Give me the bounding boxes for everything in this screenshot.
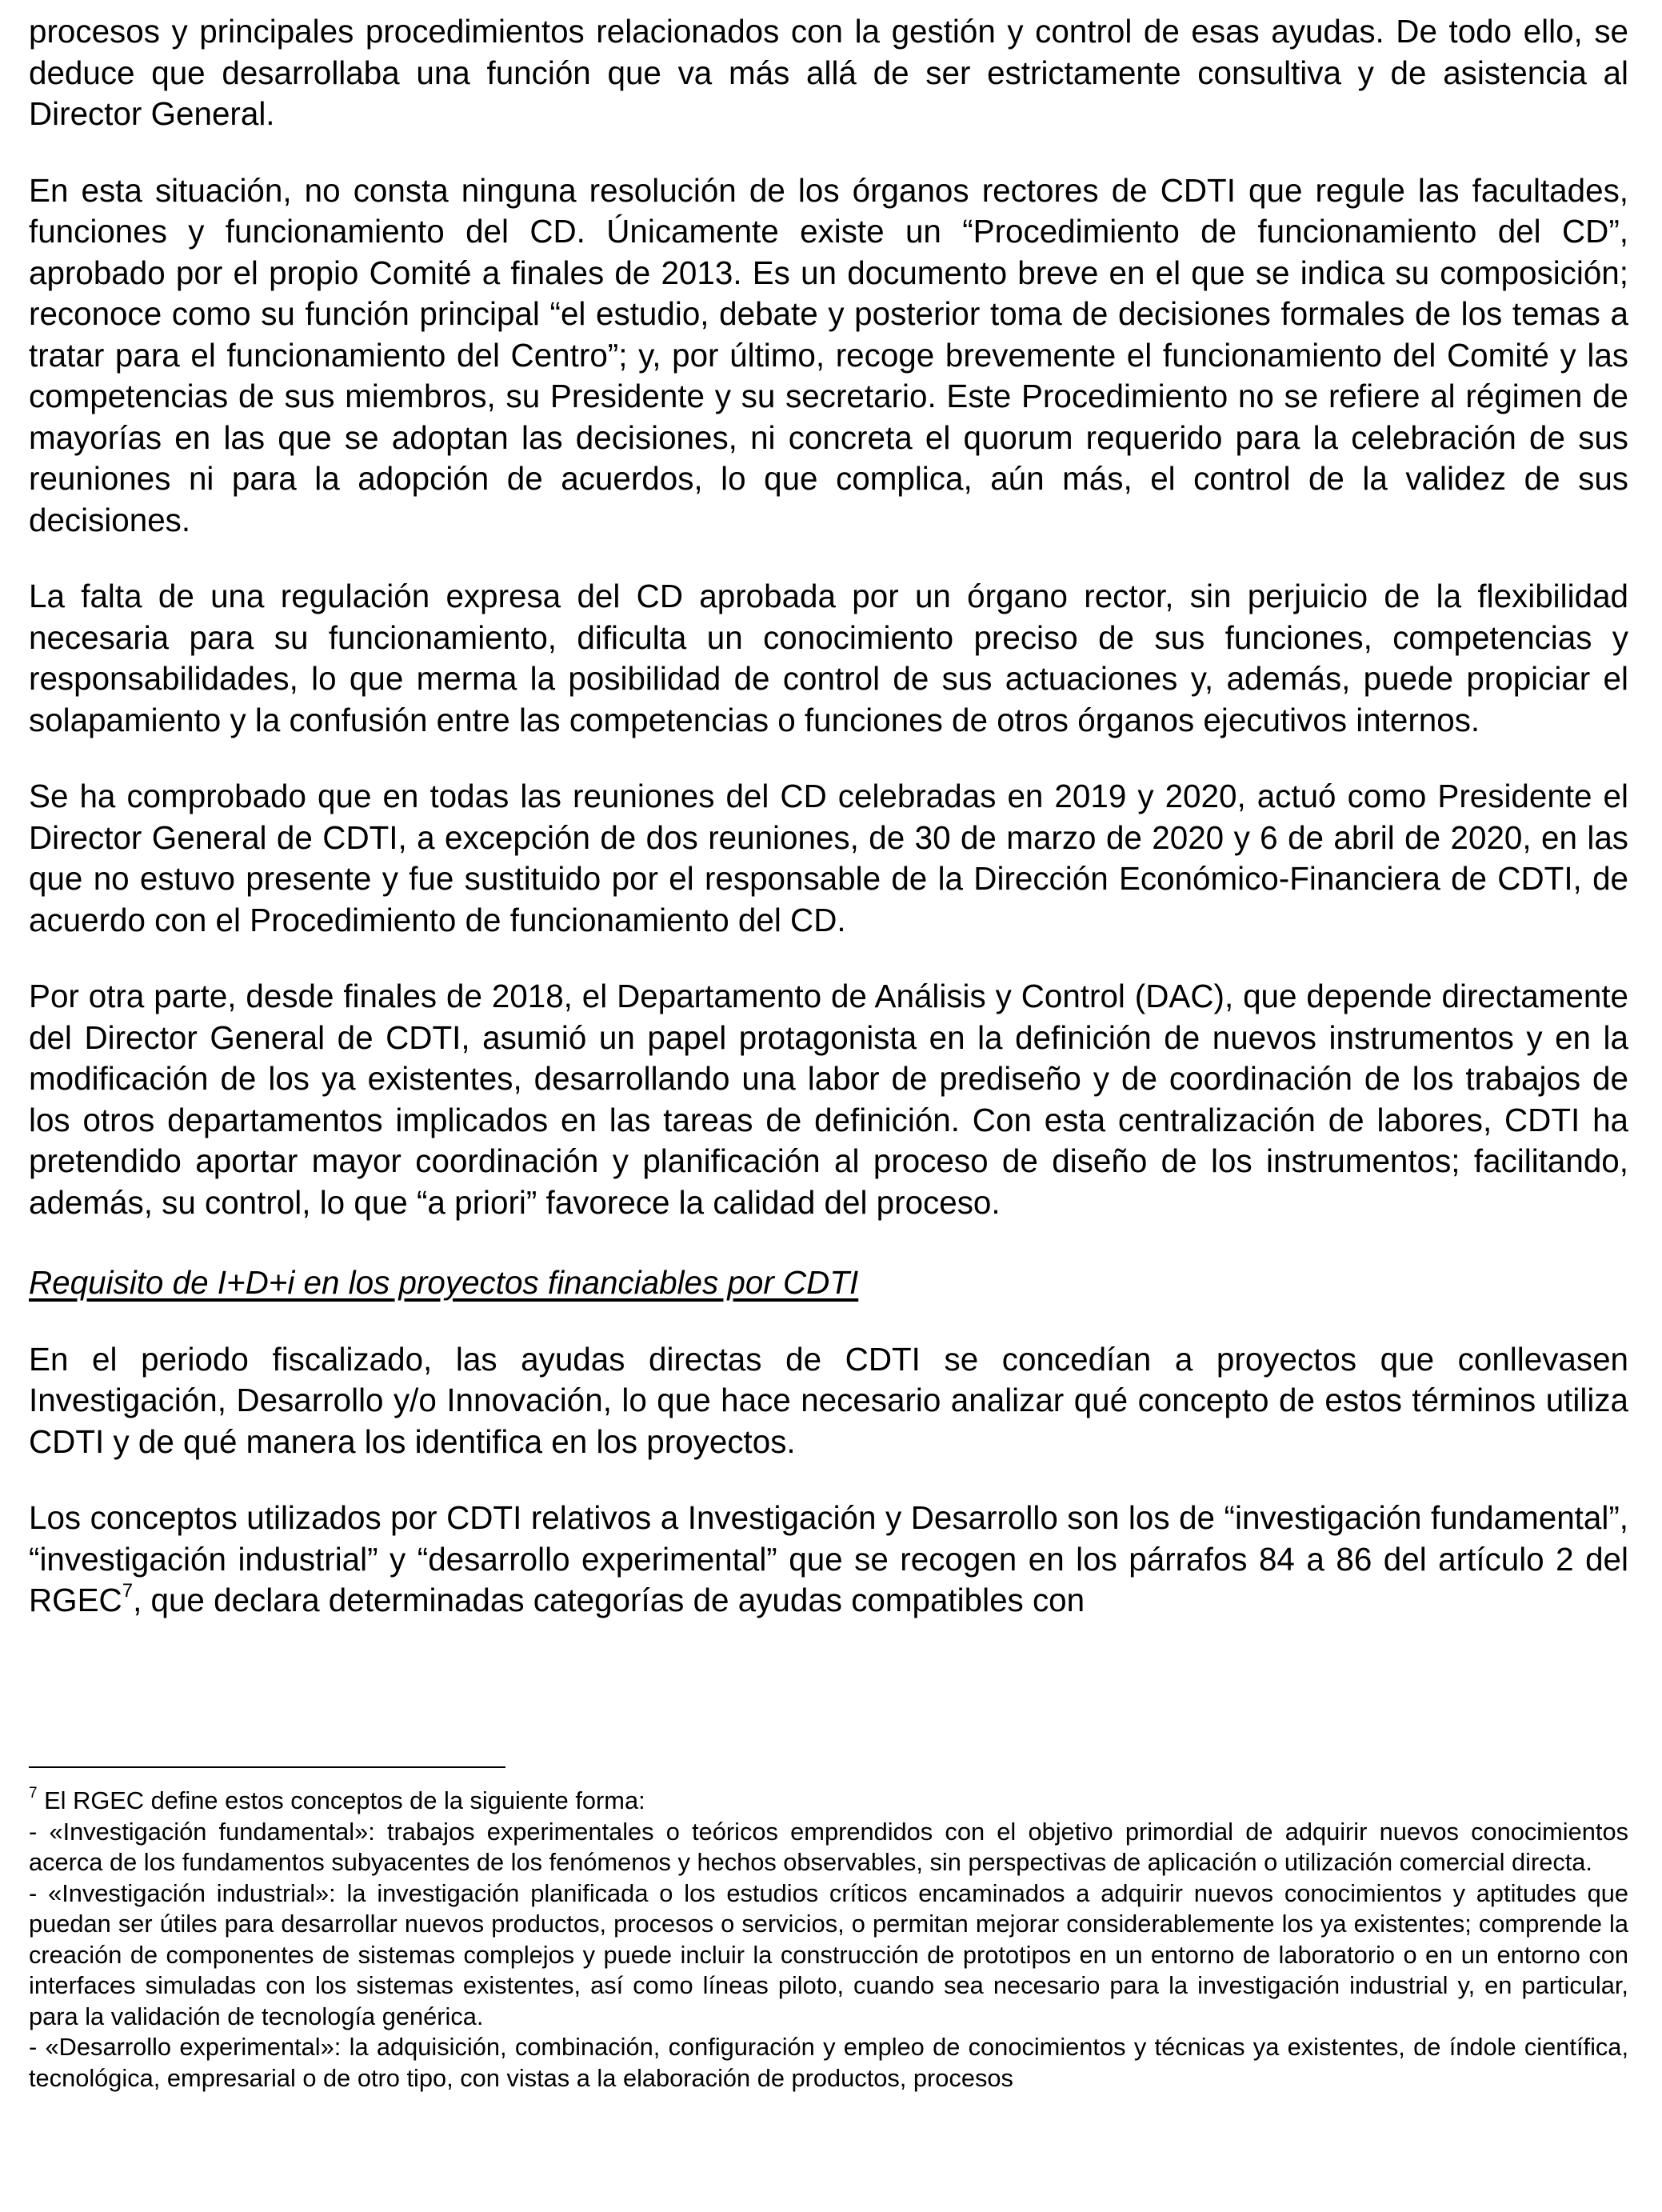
- paragraph-7: [29, 1498, 1628, 1622]
- footnote-reference[interactable]: 7: [122, 1579, 134, 1602]
- footnote-intro: [29, 1786, 1628, 1817]
- footnote-separator: [29, 1766, 505, 1768]
- footnote-item-investigacion-fundamental: - «Investigación fundamental»: trabajos experimentales o teóricos emprendidos con el objetivo primordial de adquirir nuevos conocimientos acerca de los fundamentos subyacentes de los fenómenos y hechos observables, sin perspectivas de aplicación o utilización comercial directa.: [29, 1817, 1628, 1876]
- footnotes: [29, 1786, 1628, 2094]
- footnote-number: 7: [29, 1784, 38, 1802]
- footnote-item-desarrollo-experimental: - «Desarrollo experimental»: la adquisición, combinación, configuración y empleo de conocimientos y técnicas ya existentes, de índole científica, tecnológica, empresarial o de otro tipo, con vistas a la elaboración de productos, procesos: [29, 2033, 1628, 2092]
- paragraph-6: En el periodo fiscalizado, las ayudas directas de CDTI se concedían a proyectos que conllevasen Investigación, Desarrollo y/o Innovación, lo que hace necesario analizar qué concepto de estos términos utiliza CDTI y de qué manera los identifica en los proyectos.: [29, 1340, 1628, 1460]
- paragraph-2: En esta situación, no consta ninguna resolución de los órganos rectores de CDTI que regule las facultades, funciones y funcionamiento del CD. Únicamente existe un “Procedimiento de funcionamiento del CD”, aprobado por el propio Comité a finales de 2013. Es un documento breve en el que se indica su composición; reconoce como su función principal “el estudio, debate y posterior toma de decisiones formales de los temas a tratar para el funcionamiento del Centro”; y, por último, recoge brevemente el funcionamiento del Comité y las competencias de sus miembros, su Presidente y su secretario. Este Procedimiento no se refiere al régimen de mayorías en las que se adoptan las decisiones, ni concreta el quorum requerido para la celebración de sus reuniones ni para la adopción de acuerdos, lo que complica, aún más, el control de la validez de sus decisiones.: [29, 171, 1628, 538]
- paragraph-7-text-after: , que declara determinadas categorías de ayudas compatibles con: [133, 1582, 1085, 1618]
- footnote-item-investigacion-industrial: - «Investigación industrial»: la investigación planificada o los estudios críticos encaminados a adquirir nuevos conocimientos y aptitudes que puedan ser útiles para desarrollar nuevos productos, procesos o servicios, o permitan mejorar considerablemente los ya existentes; comprende la creación de componentes de sistemas complejos y puede incluir la construcción de prototipos en un entorno de laboratorio o en un entorno con interfaces simuladas con los sistemas existentes, así como líneas piloto, cuando sea necesario para la investigación industrial y, en particular, para la validación de tecnología genérica.: [29, 1878, 1628, 2030]
- paragraph-4: Se ha comprobado que en todas las reuniones del CD celebradas en 2019 y 2020, actuó como Presidente el Director General de CDTI, a excepción de dos reuniones, de 30 de marzo de 2020 y 6 de abril de 2020, en las que no estuvo presente y fue sustituido por el responsable de la Dirección Económico-Financiera de CDTI, de acuerdo con el Procedimiento de funcionamiento del CD.: [29, 778, 1628, 938]
- paragraph-5: Por otra parte, desde finales de 2018, el Departamento de Análisis y Control (DAC), que depende directamente del Director General de CDTI, asumió un papel protagonista en la definición de nuevos instrumentos y en la modificación de los ya existentes, desarrollando una labor de prediseño y de coordinación de los trabajos de los otros departamentos implicados en las tareas de definición. Con esta centralización de labores, CDTI ha pretendido aportar mayor coordinación y planificación al proceso de diseño de los instrumentos; facilitando, además, su control, lo que “a priori” favorece la calidad del proceso.: [29, 978, 1628, 1221]
- document-body: [29, 11, 1628, 1622]
- paragraph-1: procesos y principales procedimientos relacionados con la gestión y control de esas ayudas. De todo ello, se deduce que desarrollaba una función que va más allá de ser estrictamente consultiva y de asistencia al Director General.: [29, 13, 1628, 132]
- footnote-intro-text: El RGEC define estos conceptos de la siguiente forma:: [37, 1786, 645, 1814]
- paragraph-3: La falta de una regulación expresa del CD aprobada por un órgano rector, sin perjuicio de la flexibilidad necesaria para su funcionamiento, dificulta un conocimiento preciso de sus funciones, competencias y responsabilidades, lo que merma la posibilidad de control de sus actuaciones y, además, puede propiciar el solapamiento y la confusión entre las competencias o funciones de otros órganos ejecutivos internos.: [29, 578, 1628, 738]
- section-heading: Requisito de I+D+i en los proyectos financiables por CDTI: [29, 1264, 859, 1301]
- paragraph-7-text-before: Los conceptos utilizados por CDTI relativos a Investigación y Desarrollo son los de “investigación fundamental”, “investigación industrial” y “desarrollo experimental” que se recogen en los párrafos 84 a 86 del artículo 2 del RGEC: [29, 1499, 1628, 1618]
